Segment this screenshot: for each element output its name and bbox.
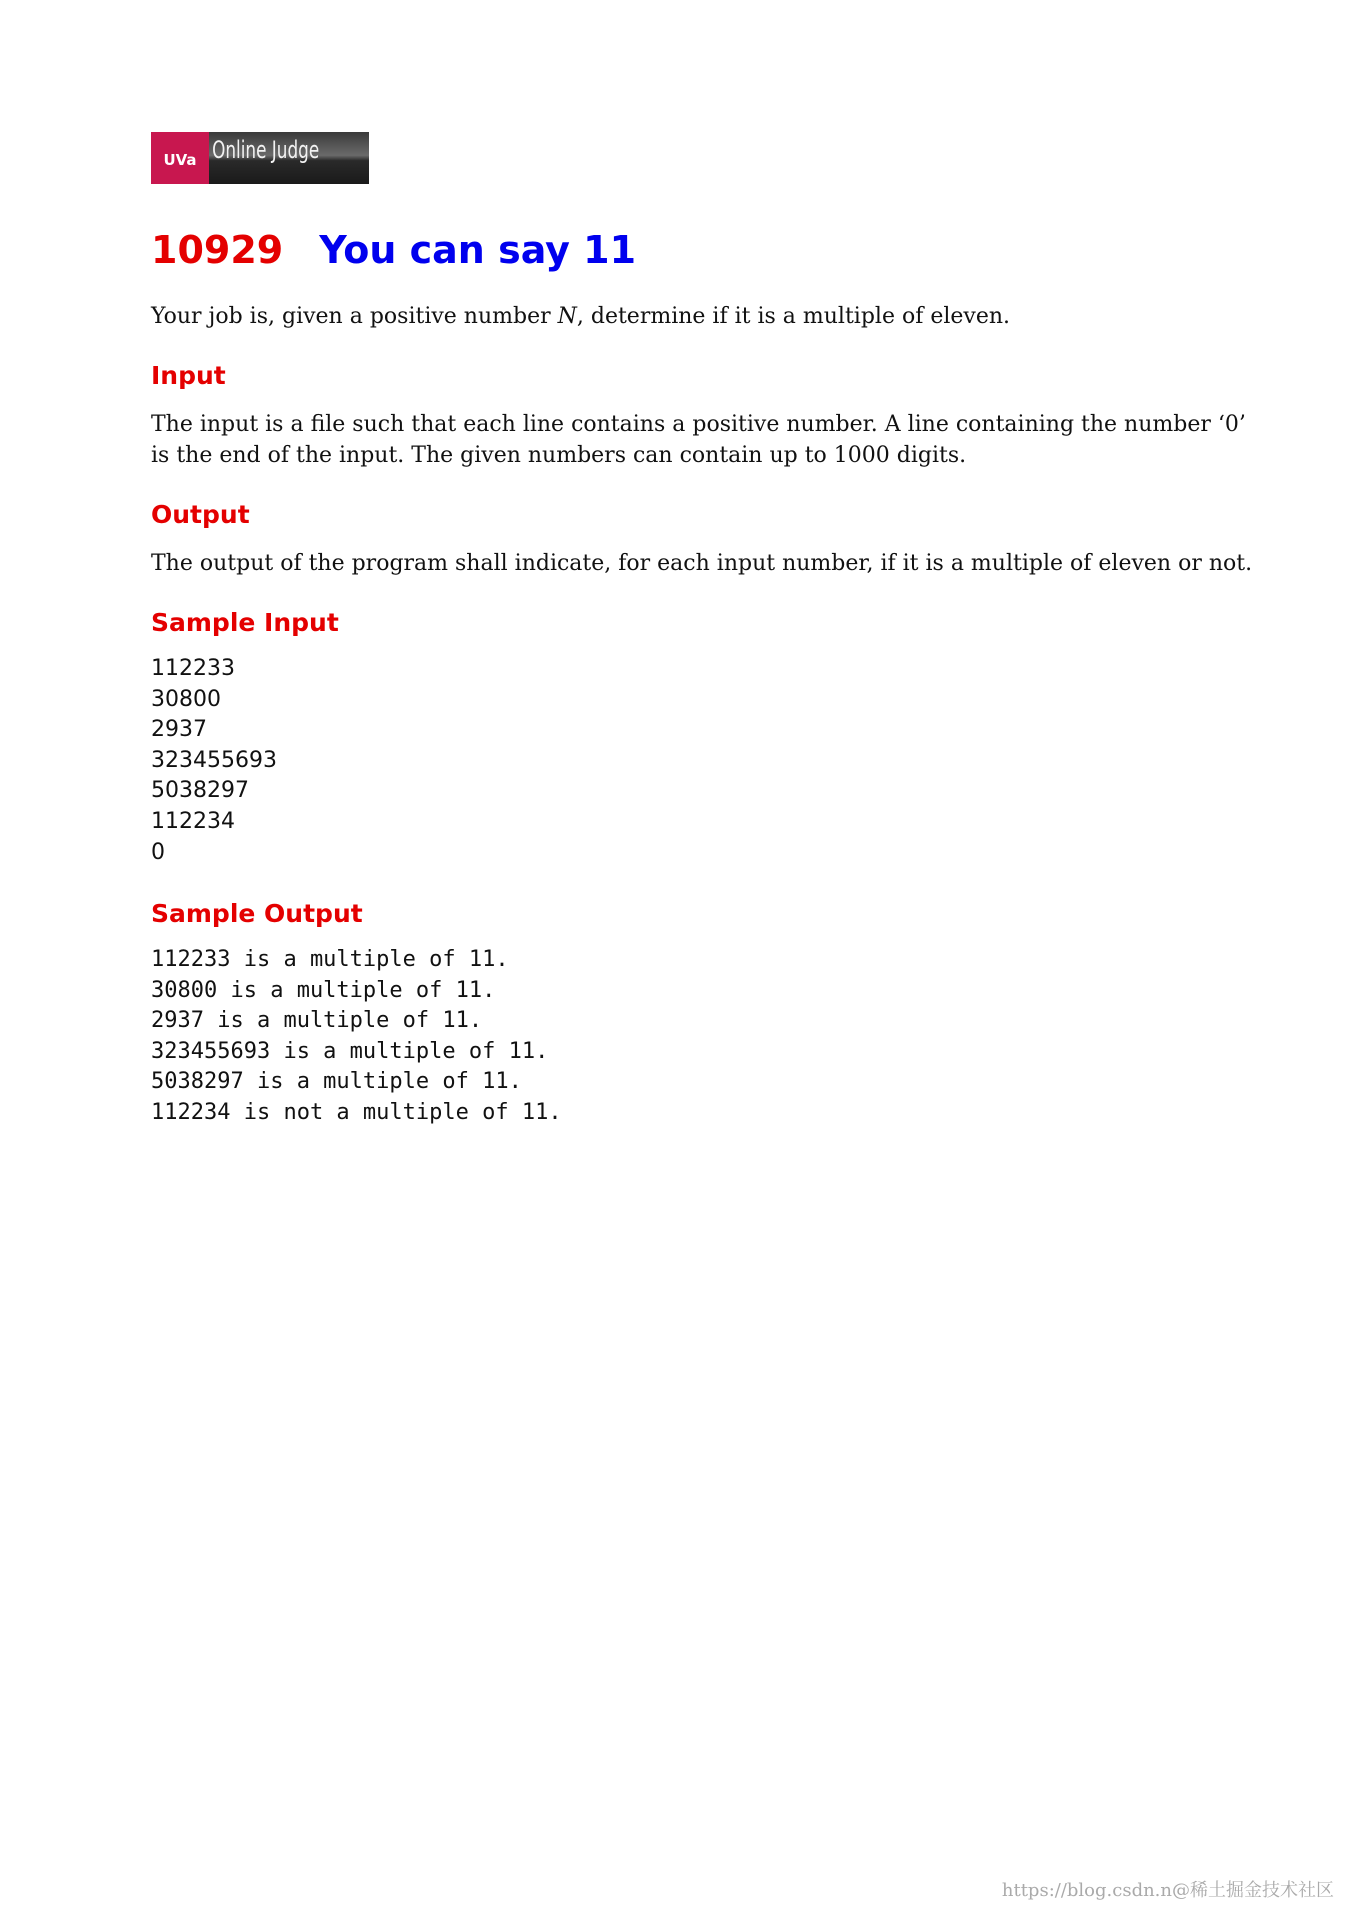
sample-output-line: 2937 is a multiple of 11. [151,1008,483,1034]
watermark: https://blog.csdn.n@稀土掘金技术社区 [1001,1880,1334,1901]
sample-output-line: 112234 is not a multiple of 11. [151,1099,562,1125]
uva-badge: UVa [151,132,209,184]
problem-name: You can say 11 [319,228,637,272]
uva-online-judge-logo [151,132,369,184]
sample-output-line: 30800 is a multiple of 11. [151,977,496,1003]
sample-output-line: 5038297 is a multiple of 11. [151,1069,522,1095]
sample-input-line: 323455693 [151,747,277,773]
sample-input-line: 112233 [151,656,235,681]
problem-intro: Your job is, given a positive number N, determine if it is a multiple of eleven. [151,304,1011,329]
sample-input-line: 5038297 [151,778,249,804]
output-heading: Output [151,500,250,529]
input-description: The input is a file such that each line contains a positive number. A line containing the number ‘0’ is the end of the input. The given numbers can contain up to 1000 digits. [151,412,1246,468]
problem-title [151,228,636,272]
sample-output-line: 323455693 is a multiple of 11. [151,1038,549,1064]
sample-input-heading: Sample Input [151,608,339,637]
sample-input-block [151,654,277,868]
sample-input-line: 30800 [151,686,221,712]
variable-n: N [557,304,577,329]
output-description: The output of the program shall indicate, for each input number, if it is a multiple of eleven or not. [151,551,1253,576]
input-heading: Input [151,361,226,390]
sample-input-line: 2937 [151,717,207,743]
sample-input-line: 0 [151,839,165,865]
sample-input-line: 112234 [151,808,235,834]
online-judge-label: Online Judge [212,136,320,164]
sample-output-block [151,945,562,1129]
sample-output-line: 112233 is a multiple of 11. [151,947,509,972]
problem-number: 10929 [151,228,284,272]
sample-output-heading: Sample Output [151,899,363,928]
